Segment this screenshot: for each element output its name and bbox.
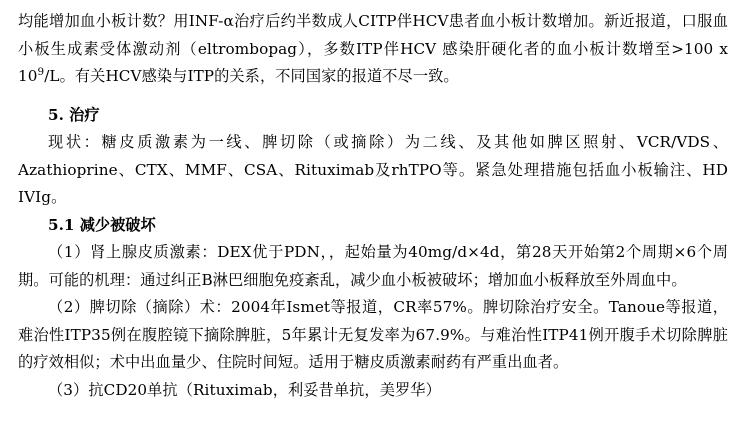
section-heading-treatment: 5. 治疗 <box>48 105 100 124</box>
paragraph-citp-hcv: 均能增加血小板计数？用INF-α治疗后约半数成人CITP伴HCV患者血小板计数增加。新近报道，口服血小板生成素受体激动剂（eltrombopag），多数ITP伴HCV 感染肝硬化者的血小板计数增至>100 x $10^9/L$。有关HCV感染与ITP的关系，不同国家的报道不尽一致。 <box>18 12 728 85</box>
paragraph-item-anti-cd20: （3）抗CD20单抗（Rituximab，利妥昔单抗，美罗华） <box>48 380 441 399</box>
paragraph-item-corticosteroid: （1）肾上腺皮质激素：DEX优于PDN，，起始量为40mg/d×4d，第28天开始第2个周期×6个周期。可能的机理：通过纠正B淋巴细胞免疫紊乱，减少血小板被破坏；增加血小板释放至外周血中。 <box>18 243 728 289</box>
spacer <box>18 91 728 102</box>
paragraph-item-splenectomy: （2）脾切除（摘除）术：2004年Ismet等报道，CR率57%。脾切除治疗安全。Tanoue等报道，难治性ITP35例在腹腔镜下摘除脾脏，5年累计无复发率为67.9%。与难治性ITP41例开腹手术切除脾脏的疗效相似；术中出血量少、住院时间短。适用于糖皮质激素耐药有严重出血者。 <box>18 298 728 371</box>
paragraph-current-status: 现状：糖皮质激素为一线、脾切除（或摘除）为二线、及其他如脾区照射、VCR/VDS、Azathioprine、CTX、MMF、CSA、Rituximab及rhTPO等。紧急处理措施包括血小板输注、HD IVIg。 <box>18 133 728 206</box>
subsection-heading-reduce-destruction: 5.1 减少被破坏 <box>48 215 156 234</box>
